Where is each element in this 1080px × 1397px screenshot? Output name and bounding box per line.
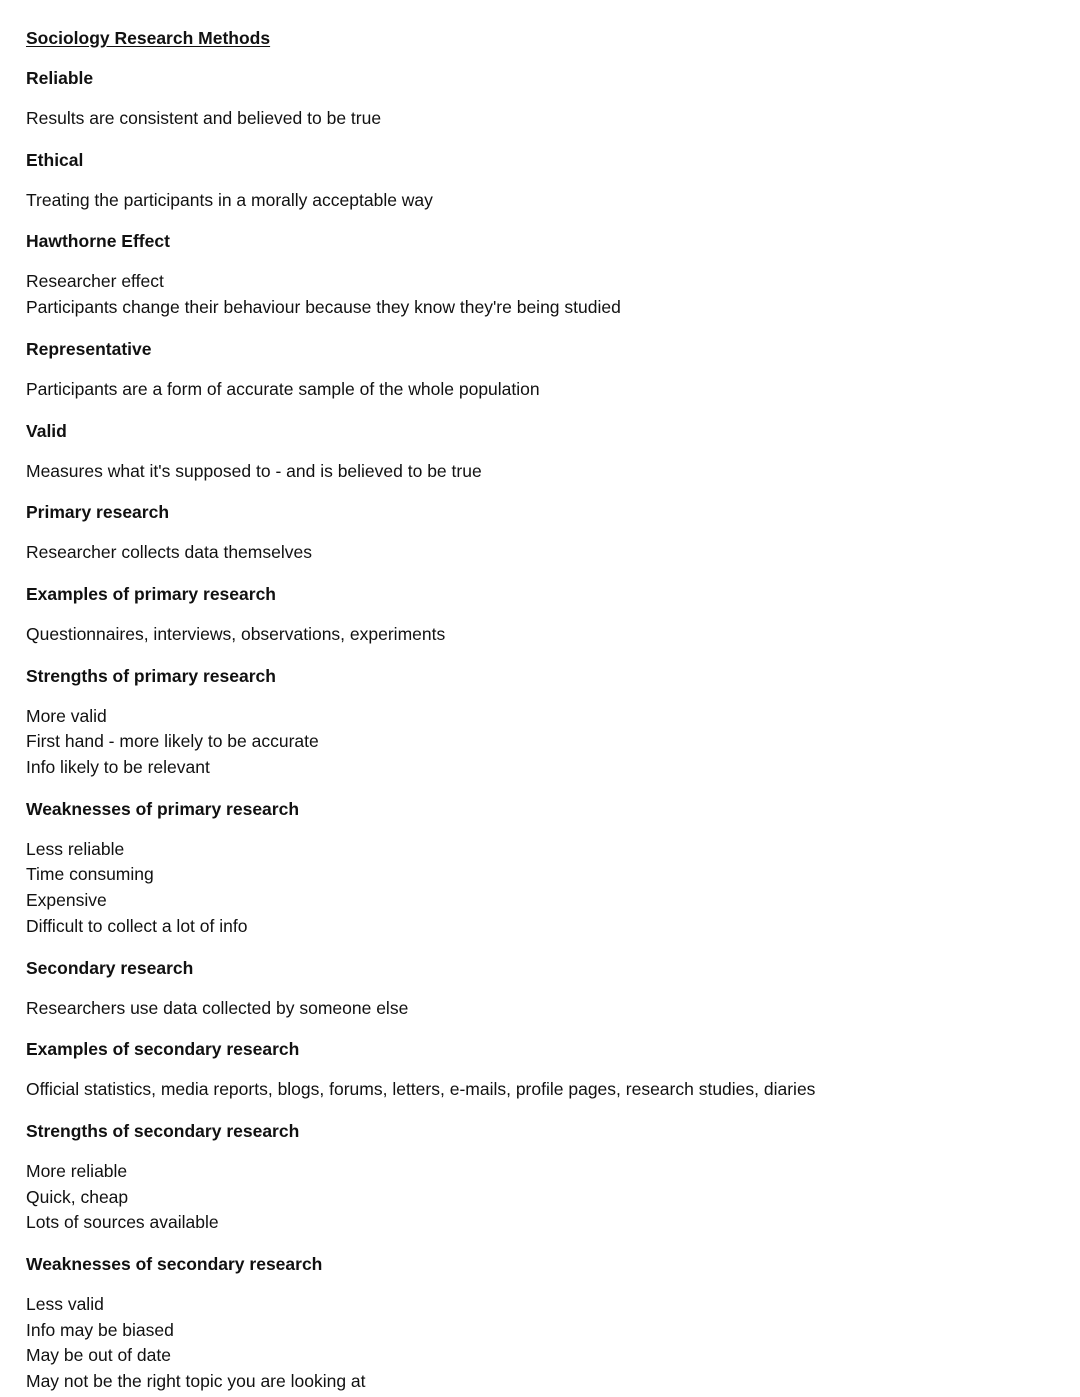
- section-body: [26, 622, 1056, 648]
- body-line: Researcher effect: [26, 271, 164, 292]
- definition-section: [26, 66, 1056, 132]
- section-heading: Valid: [26, 420, 67, 441]
- section-body: [26, 1159, 1056, 1236]
- definition-section: [26, 229, 1056, 320]
- body-line: Difficult to collect a lot of info: [26, 915, 248, 936]
- body-line: Lots of sources available: [26, 1212, 219, 1233]
- body-line: Official statistics, media reports, blogs, forums, letters, e-mails, profile pages, research studies, diaries: [26, 1079, 816, 1100]
- definition-section: [26, 148, 1056, 214]
- body-line: Questionnaires, interviews, observations, experiments: [26, 623, 446, 644]
- body-line: Expensive: [26, 890, 107, 911]
- section-body: [26, 1292, 1056, 1395]
- section-body: [26, 1077, 1056, 1103]
- definition-section: [26, 1037, 1056, 1103]
- body-line: Quick, cheap: [26, 1186, 129, 1207]
- section-heading: Weaknesses of secondary research: [26, 1254, 323, 1275]
- body-line: May be out of date: [26, 1345, 171, 1366]
- section-body: [26, 377, 1056, 403]
- section-heading: Primary research: [26, 502, 170, 523]
- body-line: Researchers use data collected by someone else: [26, 997, 409, 1018]
- section-body: [26, 106, 1056, 132]
- definition-section: [26, 664, 1056, 781]
- body-line: First hand - more likely to be accurate: [26, 731, 319, 752]
- section-heading: Examples of primary research: [26, 583, 276, 604]
- section-heading: Representative: [26, 338, 152, 359]
- body-line: Researcher collects data themselves: [26, 542, 312, 563]
- definition-section: [26, 419, 1056, 485]
- definition-section: [26, 956, 1056, 1022]
- section-body: [26, 996, 1056, 1022]
- body-line: More reliable: [26, 1160, 128, 1181]
- document-title: Sociology Research Methods: [26, 28, 271, 48]
- body-line: Info likely to be relevant: [26, 757, 210, 778]
- section-body: [26, 704, 1056, 781]
- section-heading: Weaknesses of primary research: [26, 798, 300, 819]
- body-line: Time consuming: [26, 864, 154, 885]
- definition-section: [26, 1252, 1056, 1395]
- section-heading: Hawthorne Effect: [26, 231, 170, 252]
- definition-section: [26, 337, 1056, 403]
- body-line: Measures what it's supposed to - and is believed to be true: [26, 460, 482, 481]
- definition-section: [26, 582, 1056, 648]
- definition-section: [26, 1119, 1056, 1236]
- body-line: Treating the participants in a morally acceptable way: [26, 189, 433, 210]
- section-body: [26, 269, 1056, 320]
- definition-section: [26, 500, 1056, 566]
- body-line: May not be the right topic you are looking at: [26, 1371, 366, 1392]
- body-line: Less reliable: [26, 838, 125, 859]
- document-page: [26, 26, 1056, 1395]
- body-line: More valid: [26, 705, 107, 726]
- sections-list: [26, 66, 1056, 1395]
- section-body: [26, 837, 1056, 940]
- body-line: Participants change their behaviour because they know they're being studied: [26, 297, 621, 318]
- section-heading: Ethical: [26, 149, 84, 170]
- section-body: [26, 459, 1056, 485]
- body-line: Less valid: [26, 1294, 104, 1315]
- definition-section: [26, 797, 1056, 940]
- section-heading: Secondary research: [26, 957, 194, 978]
- body-line: Info may be biased: [26, 1319, 174, 1340]
- section-body: [26, 188, 1056, 214]
- section-body: [26, 540, 1056, 566]
- section-heading: Reliable: [26, 68, 94, 88]
- body-line: Participants are a form of accurate sample of the whole population: [26, 378, 540, 399]
- section-heading: Strengths of primary research: [26, 665, 276, 686]
- section-heading: Strengths of secondary research: [26, 1120, 300, 1141]
- section-heading: Examples of secondary research: [26, 1039, 300, 1060]
- body-line: Results are consistent and believed to be true: [26, 108, 382, 128]
